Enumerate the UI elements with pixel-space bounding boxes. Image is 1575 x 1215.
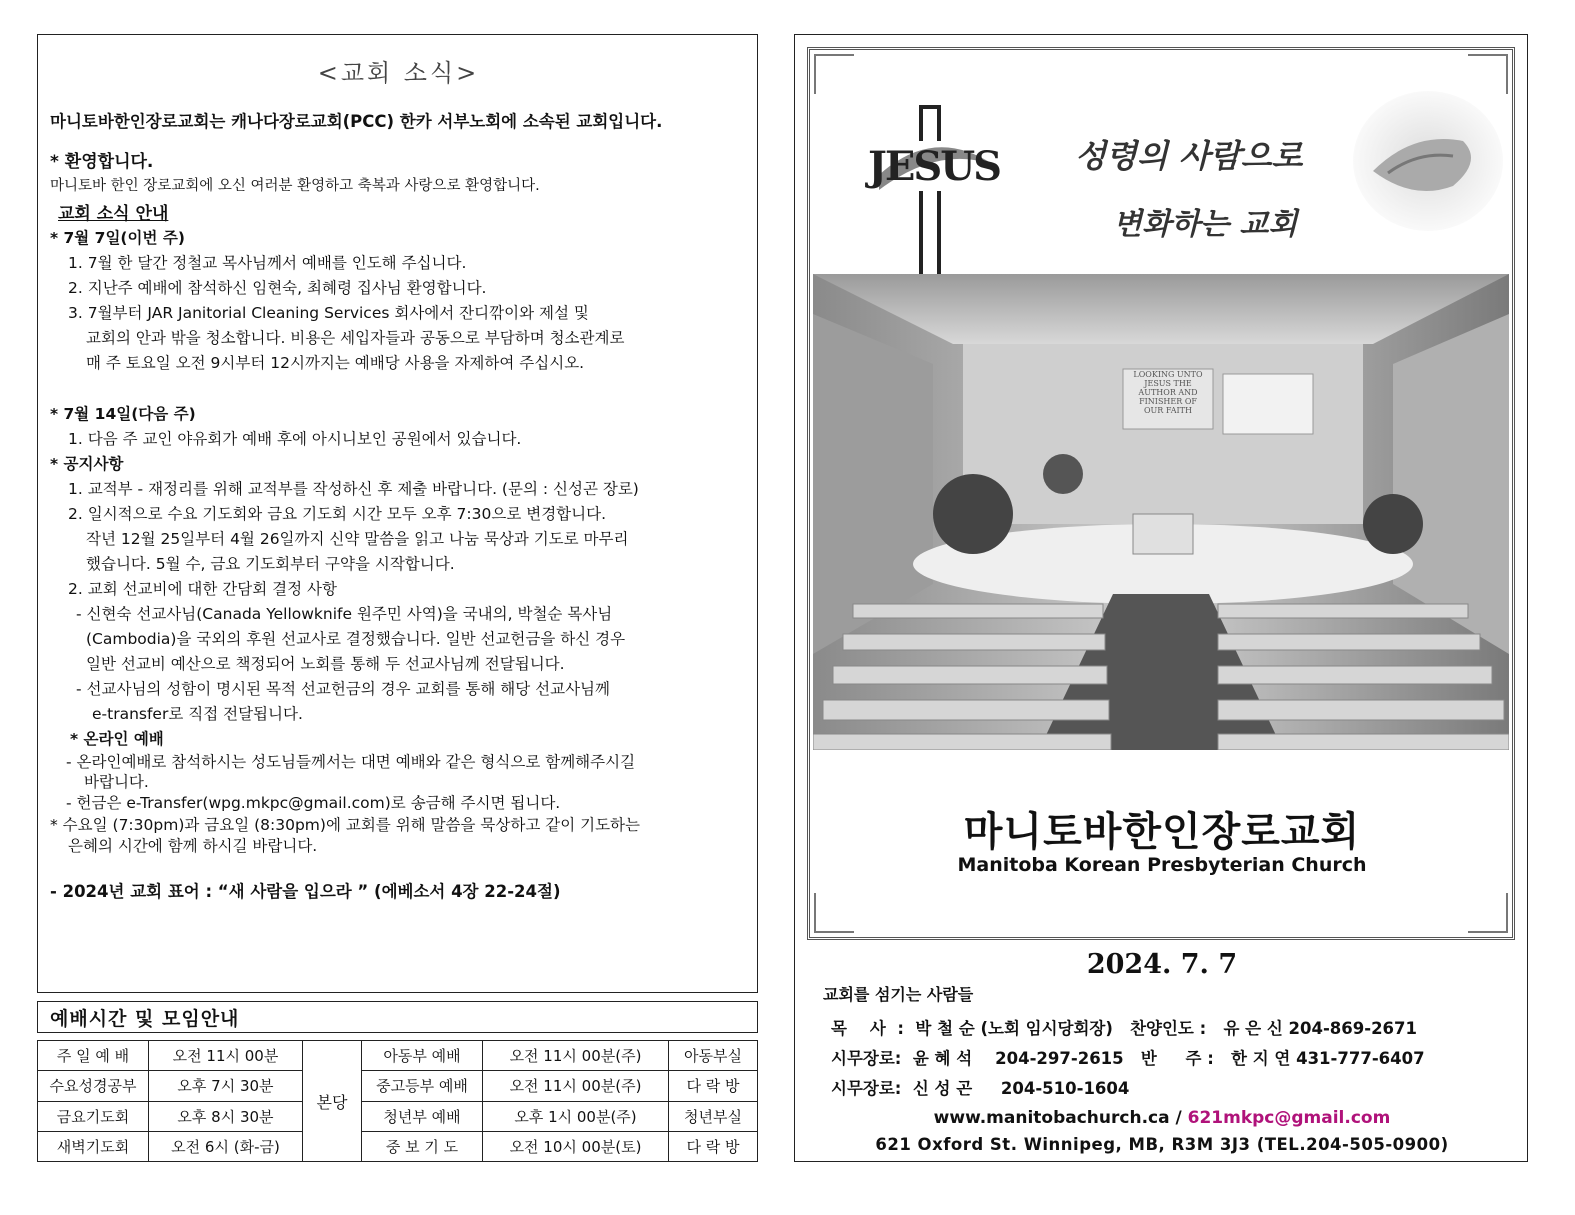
table-row <box>38 1071 758 1101</box>
frame-corner-icon <box>814 54 854 94</box>
list-item: 2. 일시적으로 수요 기도회와 금요 기도회 시간 모두 오후 7:30으로 변경합니다. <box>68 505 607 523</box>
schedule-name: 중 보 기 도 <box>362 1131 483 1161</box>
photo-sign-text: LOOKING UNTO JESUS THE AUTHOR AND FINISHER OF OUR FAITH <box>1133 370 1203 415</box>
frame-corner-icon <box>1468 54 1508 94</box>
church-name-korean: 마니토바한인장로교회 <box>963 809 1361 855</box>
slogan-line-1: 성령의 사람으로 <box>1075 137 1303 175</box>
list-item: 3. 7월부터 JAR Janitorial Cleaning Services 회사에서 잔디깎이와 제설 및 <box>68 304 589 322</box>
schedule-time: 오후 8시 30분 <box>149 1101 303 1131</box>
list-item: 1. 다음 주 교인 야유회가 예배 후에 아시니보인 공원에서 있습니다. <box>68 430 522 448</box>
schedule-title: 예배시간 및 모임안내 <box>37 1001 758 1033</box>
list-item: 1. 교적부 - 재정리를 위해 교적부를 작성하신 후 제출 바랍니다. (문의 : 신성곤 장로) <box>68 480 639 498</box>
church-news-panel <box>37 34 758 993</box>
list-item: 은혜의 시간에 함께 하시길 바랍니다. <box>68 837 318 855</box>
news-intro: 마니토바한인장로교회는 캐나다장로교회(PCC) 한카 서부노회에 소속된 교회입니다. <box>50 112 663 131</box>
praying-hands-icon <box>1353 91 1503 231</box>
church-motto: - 2024년 교회 표어 : “새 사람을 입으라 ” (에베소서 4장 22-24절) <box>50 882 561 901</box>
schedule-place: 다 락 방 <box>669 1131 758 1161</box>
schedule-time: 오전 10시 00분(토) <box>483 1131 669 1161</box>
church-name-english: Manitoba Korean Presbyterian Church <box>957 854 1367 876</box>
schedule-time: 오후 1시 00분(주) <box>483 1101 669 1131</box>
list-item: 했습니다. 5월 수, 금요 기도회부터 구약을 시작합니다. <box>86 555 455 573</box>
jesus-cross-logo <box>859 105 1009 245</box>
week1-title: * 7월 7일(이번 주) <box>50 229 185 247</box>
bulletin-date: 2024. 7. 7 <box>1086 949 1238 980</box>
sanctuary-photo <box>813 274 1509 750</box>
table-row <box>38 1101 758 1131</box>
welcome-text: 마니토바 한인 장로교회에 오신 여러분 환영하고 축복과 사랑으로 환영합니다. <box>50 178 540 194</box>
list-item: 교회의 안과 밖을 청소합니다. 비용은 세입자들과 공동으로 부담하며 청소관계로 <box>86 329 625 347</box>
cross-icon <box>859 105 1009 295</box>
list-item: - 선교사님의 성함이 명시된 목적 선교헌금의 경우 교회를 통해 해당 선교사님께 <box>76 680 611 698</box>
list-item: * 수요일 (7:30pm)과 금요일 (8:30pm)에 교회를 위해 말씀을 묵상하고 같이 기도하는 <box>50 816 640 834</box>
email-link[interactable]: 621mkpc@gmail.com <box>1187 1108 1391 1128</box>
slogan-line-2: 변화하는 교회 <box>1113 207 1298 242</box>
schedule-place-main: 본당 <box>303 1041 362 1162</box>
church-address: 621 Oxford St. Winnipeg, MB, R3M 3J3 (TEL.204-505-0900) <box>875 1135 1449 1154</box>
schedule-time: 오전 11시 00분 <box>149 1041 303 1071</box>
staff-line: 시무장로: 신 성 곤 204-510-1604 <box>831 1079 1130 1098</box>
staff-line: 목 사 : 박 철 순 (노회 임시당회장) 찬양인도 : 유 은 신 204-869-2671 <box>831 1019 1417 1038</box>
guide-title: 교회 소식 안내 <box>58 204 169 224</box>
schedule-name: 금요기도회 <box>38 1101 149 1131</box>
list-item: 2. 지난주 예배에 참석하신 임현숙, 최혜령 집사님 환영합니다. <box>68 279 487 297</box>
news-heading: <교회 소식> <box>317 59 480 87</box>
list-item: 작년 12월 25일부터 4월 26일까지 신약 말씀을 읽고 나눔 묵상과 기도로 마무리 <box>86 530 629 548</box>
list-item: - 신현숙 선교사님(Canada Yellowknife 원주민 사역)을 국내의, 박철순 목사님 <box>76 605 613 623</box>
schedule-name: 중고등부 예배 <box>362 1071 483 1101</box>
schedule-name: 청년부 예배 <box>362 1101 483 1131</box>
schedule-name: 아동부 예배 <box>362 1041 483 1071</box>
contact-web-line <box>795 1108 1529 1128</box>
staff-title: 교회를 섬기는 사람들 <box>823 985 974 1004</box>
schedule-name: 주 일 예 배 <box>38 1041 149 1071</box>
schedule-place: 다 락 방 <box>669 1071 758 1101</box>
website-link[interactable]: www.manitobachurch.ca <box>933 1108 1170 1128</box>
schedule-name: 새벽기도회 <box>38 1131 149 1161</box>
staff-line: 시무장로: 윤 혜 석 204-297-2615 반 주 : 한 지 연 431-777-6407 <box>831 1049 1425 1068</box>
schedule-time: 오전 6시 (화-금) <box>149 1131 303 1161</box>
list-item: - 헌금은 e-Transfer(wpg.mkpc@gmail.com)로 송금해 주시면 됩니다. <box>66 794 561 812</box>
schedule-place: 아동부실 <box>669 1041 758 1071</box>
notice-title: * 공지사항 <box>50 455 124 473</box>
schedule-time: 오후 7시 30분 <box>149 1071 303 1101</box>
list-item: - 온라인예배로 참석하시는 성도님들께서는 대면 예배와 같은 형식으로 함께해주시길 <box>66 753 636 771</box>
list-item: 매 주 토요일 오전 9시부터 12시까지는 예배당 사용을 자제하여 주십시오. <box>86 354 585 372</box>
list-item: 일반 선교비 예산으로 책정되어 노회를 통해 두 선교사님께 전달됩니다. <box>86 655 565 673</box>
separator: / <box>1169 1108 1188 1128</box>
frame-corner-icon <box>814 893 854 933</box>
logo-text: JESUS <box>867 143 1001 190</box>
list-item: 1. 7월 한 달간 정철교 목사님께서 예배를 인도해 주십니다. <box>68 254 467 272</box>
table-row <box>38 1131 758 1161</box>
week2-title: * 7월 14일(다음 주) <box>50 405 196 423</box>
schedule-name: 수요성경공부 <box>38 1071 149 1101</box>
cover-panel <box>794 34 1528 1162</box>
list-item: 2. 교회 선교비에 대한 간담회 결정 사항 <box>68 580 337 598</box>
list-item: 바랍니다. <box>84 773 149 791</box>
list-item: e-transfer로 직접 전달됩니다. <box>92 705 303 723</box>
online-title: * 온라인 예배 <box>70 730 164 748</box>
schedule-table <box>37 1040 758 1162</box>
frame-corner-icon <box>1468 893 1508 933</box>
welcome-title: * 환영합니다. <box>50 152 154 172</box>
table-row <box>38 1041 758 1071</box>
schedule-place: 청년부실 <box>669 1101 758 1131</box>
schedule-time: 오전 11시 00분(주) <box>483 1071 669 1101</box>
schedule-time: 오전 11시 00분(주) <box>483 1041 669 1071</box>
list-item: (Cambodia)을 국외의 후원 선교사로 결정했습니다. 일반 선교헌금을 하신 경우 <box>86 630 626 648</box>
